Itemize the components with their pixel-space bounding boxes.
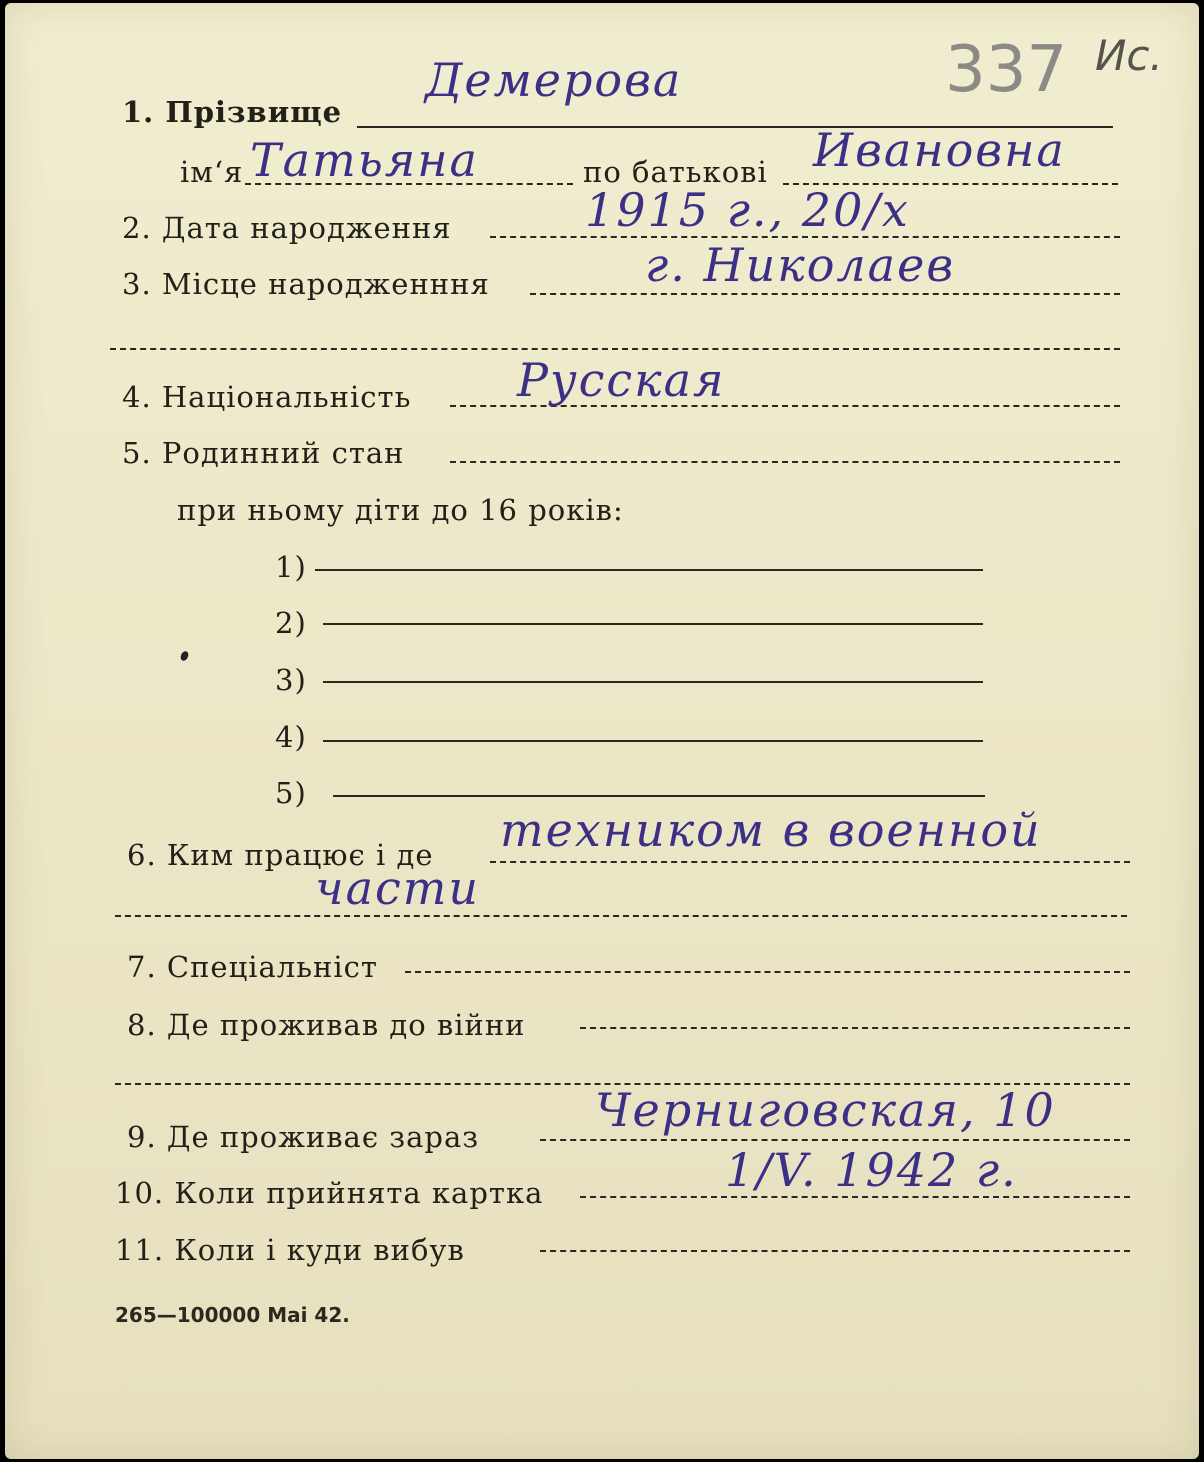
label-child-2: 2) (275, 606, 307, 640)
archive-number: 337 (945, 33, 1068, 107)
label-current-residence: 9. Де проживає зараз (127, 1120, 480, 1154)
ink-speck (179, 650, 190, 662)
label-child-4: 4) (275, 720, 307, 754)
line-child-3 (323, 681, 983, 683)
archive-initials: Ис. (1095, 31, 1163, 80)
line-current-residence (540, 1139, 1130, 1141)
label-birth-date: 2. Дата народження (122, 211, 452, 245)
registration-card (5, 3, 1199, 1459)
label-speciality: 7. Спеціальніст (127, 950, 378, 984)
label-departure: 11. Коли і куди вибув (115, 1233, 465, 1267)
label-child-5: 5) (275, 776, 307, 810)
label-child-3: 3) (275, 663, 307, 697)
line-child-4 (323, 740, 983, 742)
answer-work-line1: техником в военной (500, 803, 1042, 857)
line-birth-place-2 (110, 348, 1120, 350)
line-speciality (405, 971, 1130, 973)
label-family-status: 5. Родинний стан (122, 436, 405, 470)
line-work (490, 861, 1130, 863)
answer-patronymic: Ивановна (813, 123, 1066, 177)
label-children: при ньому діти до 16 років: (177, 493, 624, 527)
answer-card-accepted: 1/V. 1942 г. (725, 1143, 1018, 1197)
label-nationality: 4. Національність (122, 380, 412, 414)
answer-first-name: Татьяна (250, 133, 479, 187)
answer-birth-date: 1915 г., 20/х (585, 183, 910, 237)
line-prewar-residence (580, 1027, 1130, 1029)
label-birth-place: 3. Місце народженння (122, 267, 490, 301)
print-code: 265—100000 Mai 42. (115, 1303, 350, 1327)
line-child-1 (315, 569, 983, 571)
label-patronymic: по батькові (583, 155, 768, 189)
answer-nationality: Русская (517, 353, 726, 407)
answer-work-line2: части (315, 861, 481, 915)
answer-surname: Демерова (425, 53, 683, 107)
label-card-accepted: 10. Коли прийнята картка (115, 1176, 544, 1210)
line-child-5 (333, 795, 985, 797)
label-surname: 1. Прізвище (122, 95, 343, 129)
label-prewar-residence: 8. Де проживав до війни (127, 1008, 526, 1042)
label-first-name: ім‘я (180, 155, 244, 189)
line-family-status (450, 461, 1120, 463)
label-child-1: 1) (275, 550, 307, 584)
line-work-2 (115, 915, 1127, 917)
answer-current-residence: Черниговская, 10 (595, 1083, 1056, 1137)
line-child-2 (323, 623, 983, 625)
line-departure (540, 1250, 1130, 1252)
answer-birth-place: г. Николаев (645, 238, 956, 292)
label-work: 6. Ким працює і де (127, 838, 434, 872)
line-birth-place (530, 293, 1120, 295)
